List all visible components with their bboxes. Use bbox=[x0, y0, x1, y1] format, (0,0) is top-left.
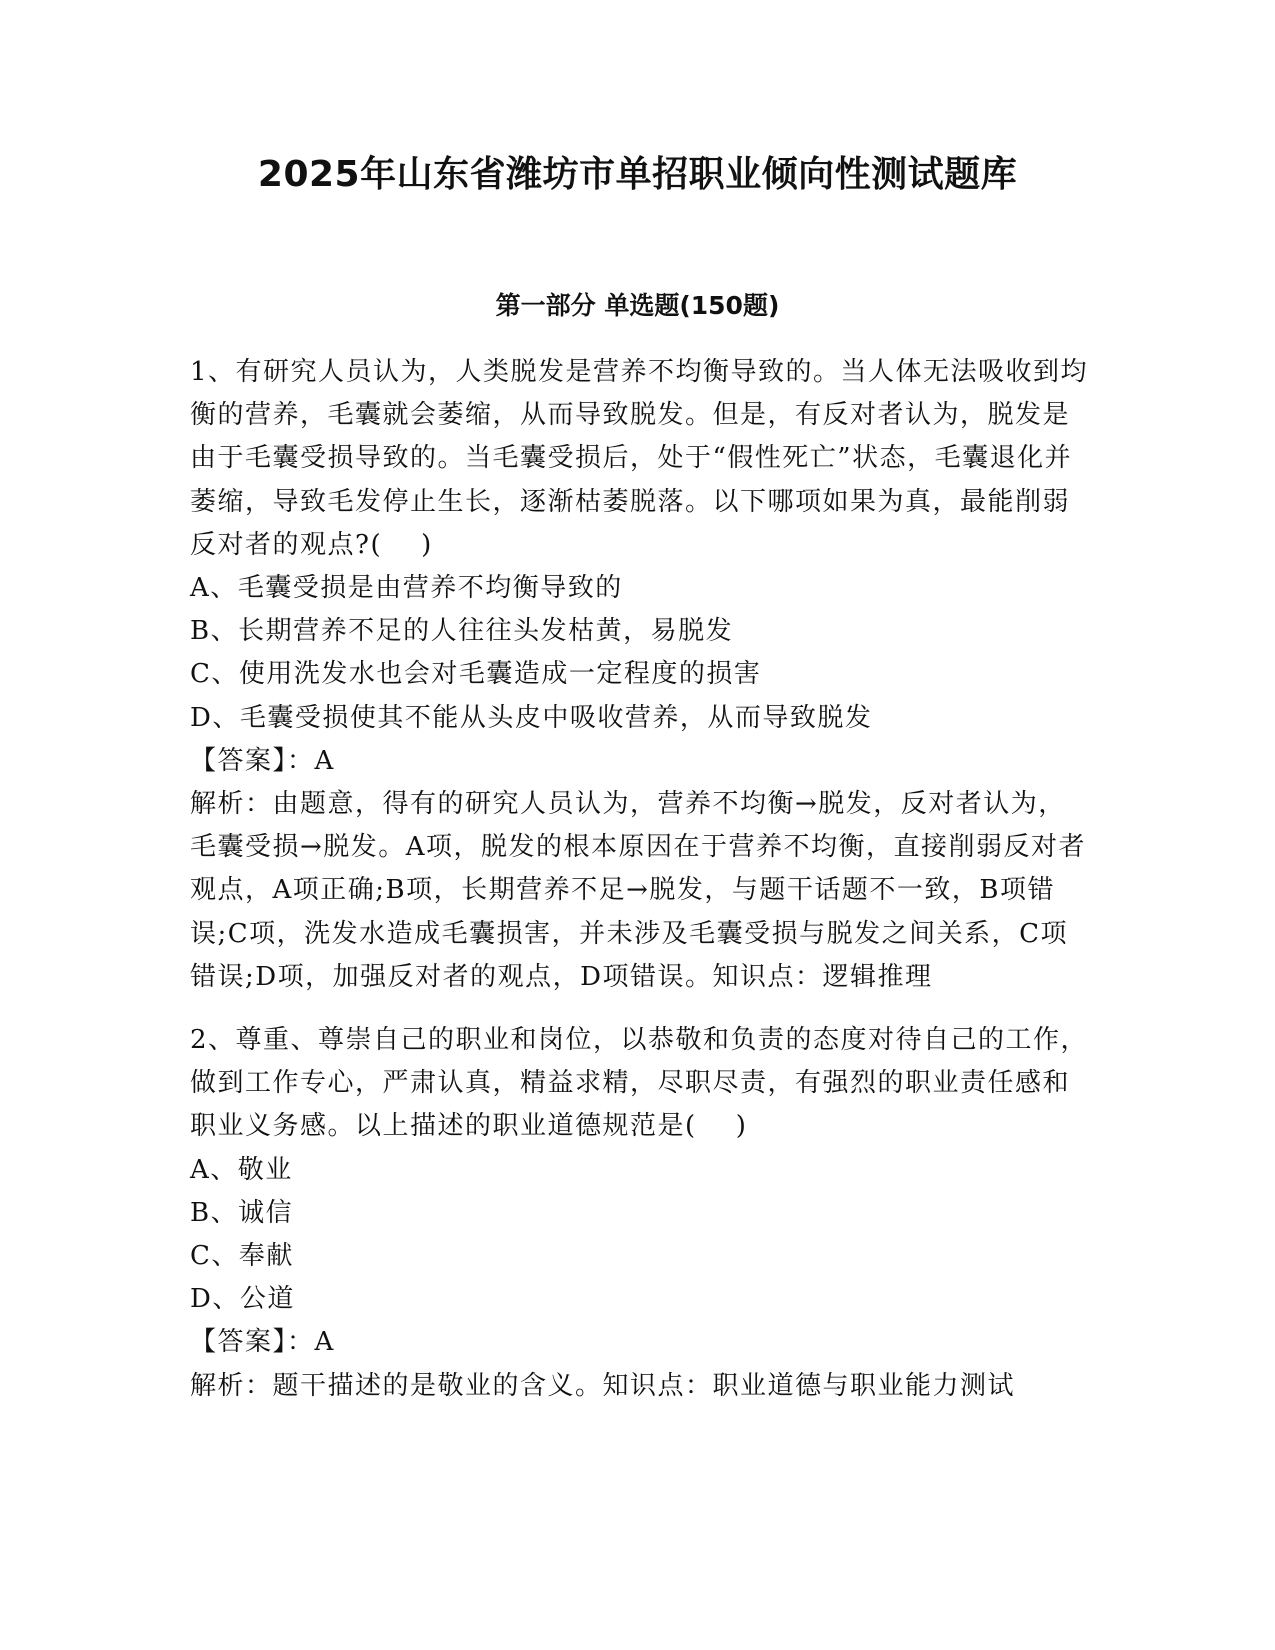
question-item bbox=[190, 1019, 1090, 1408]
option-a: A、毛囊受损是由营养不均衡导致的 bbox=[190, 573, 623, 604]
option-b: B、诚信 bbox=[190, 1197, 294, 1228]
analysis-text: 解析：由题意，得有的研究人员认为，营养不均衡→脱发，反对者认为，毛囊受损→脱发。A项，脱发的根本原因在于营养不均衡，直接削弱反对者观点，A项正确;B项，长期营养不足→脱发，与题干话题不一致，B项错误;C项，洗发水造成毛囊损害，并未涉及毛囊受损与脱发之间关系，C项错误;D项，加强反对者的观点，D项错误。知识点：逻辑推理 bbox=[190, 789, 1087, 992]
question-stem: 1、有研究人员认为，人类脱发是营养不均衡导致的。当人体无法吸收到均衡的营养，毛囊就会萎缩，从而导致脱发。但是，有反对者认为，脱发是由于毛囊受损导致的。当毛囊受损后，处于“假性死亡”状态，毛囊退化并萎缩，导致毛发停止生长，逐渐枯萎脱落。以下哪项如果为真，最能削弱反对者的观点?( ) bbox=[190, 357, 1089, 560]
option-c: C、使用洗发水也会对毛囊造成一定程度的损害 bbox=[190, 659, 762, 690]
questions-list bbox=[190, 351, 1090, 1408]
document-title: 2025年山东省潍坊市单招职业倾向性测试题库 bbox=[257, 154, 1018, 195]
option-b: B、长期营养不足的人往往头发枯黄，易脱发 bbox=[190, 616, 734, 647]
option-c: C、奉献 bbox=[190, 1241, 294, 1272]
option-d: D、公道 bbox=[190, 1284, 295, 1315]
question-stem: 2、尊重、尊崇自己的职业和岗位，以恭敬和负责的态度对待自己的工作，做到工作专心，严肃认真，精益求精，尽职尽责，有强烈的职业责任感和职业义务感。以上描述的职业道德规范是( ) bbox=[190, 1025, 1089, 1142]
question-item bbox=[190, 351, 1090, 999]
analysis-text: 解析：题干描述的是敬业的含义。知识点：职业道德与职业能力测试 bbox=[190, 1370, 1016, 1401]
answer-line: 【答案】：A bbox=[190, 745, 335, 776]
answer-line: 【答案】：A bbox=[190, 1327, 335, 1358]
option-a: A、敬业 bbox=[190, 1154, 293, 1185]
option-d: D、毛囊受损使其不能从头皮中吸收营养，从而导致脱发 bbox=[190, 702, 873, 733]
section-title: 第一部分 单选题(150题) bbox=[495, 291, 780, 320]
